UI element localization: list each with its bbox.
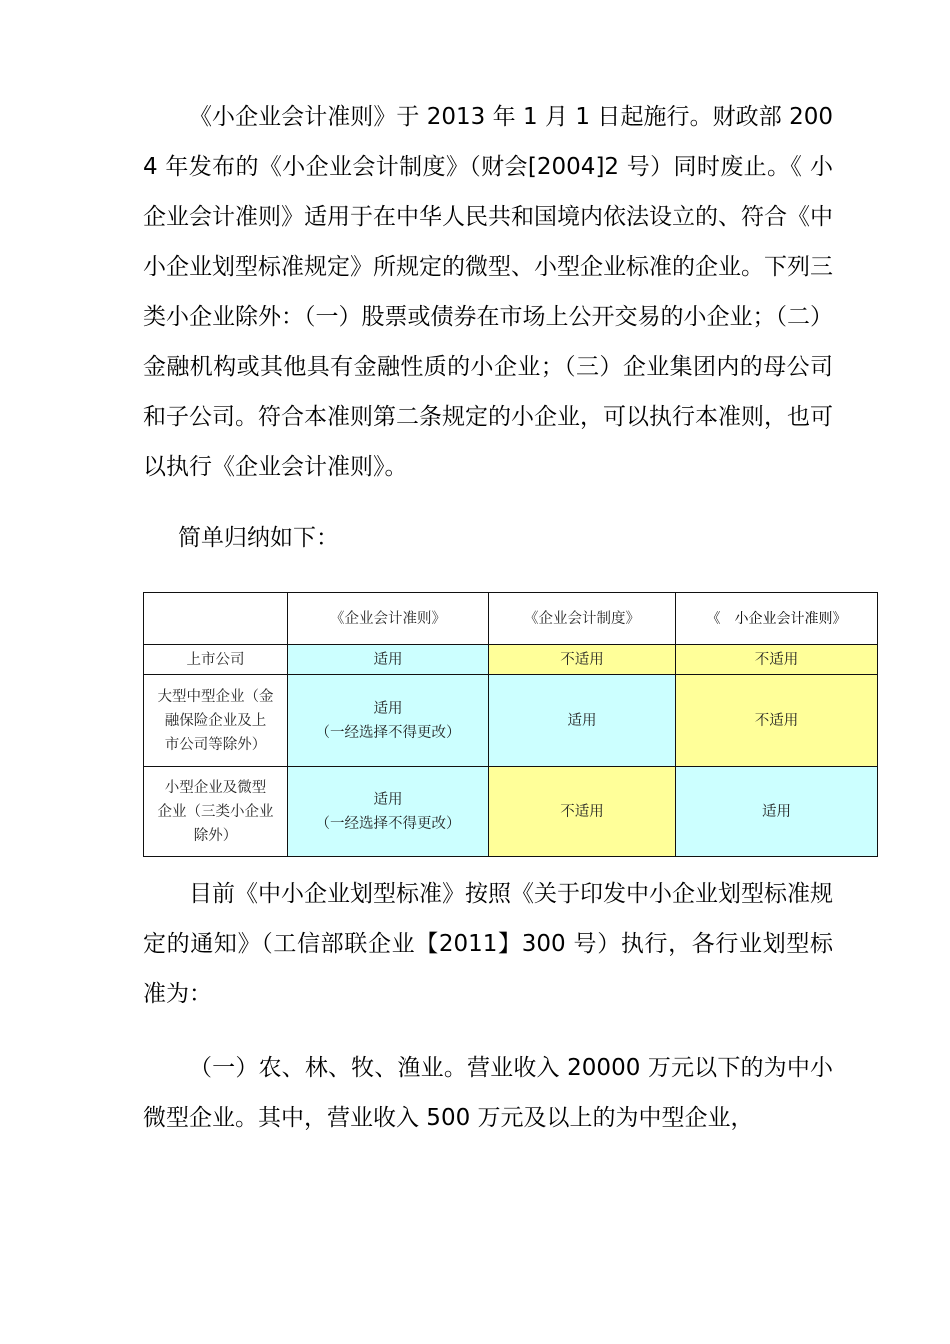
intro-paragraph: 《小企业会计准则》于 2013 年 1 月 1 日起施行。财政部 2004 年发布的《小企业会计制度》（财会[2004]2 号）同时废止。《 小企业会计准则》适用于在中华人民共和国境内依法设立的、符合《中小企业划型标准规定》所规定的微型、小型企业标准的企业。下列三类小企业除外：（一）股票或债券在市场上公开交易的小企业；（二）金融机构或其他具有金融性质的小企业；（三）企业集团内的母公司和子公司。符合本准则第二条规定的小企业，可以执行本准则，也可以执行《企业会计准则》。 [143,104,833,480]
classification-standard-paragraph: 目前《中小企业划型标准》按照《关于印发中小企业划型标准规定的通知》（工信部联企业【2011】300 号）执行，各行业划型标准为： [143,881,833,1007]
table-cell: 适用 [288,645,489,675]
header-cell-small-enterprise-standards: 《 小企业会计准则》 [676,593,878,645]
table-cell: 不适用 [676,675,878,767]
table-cell: 不适用 [676,645,878,675]
header-cell-enterprise-system: 《企业会计制度》 [489,593,676,645]
table-row [144,675,878,767]
table-row [144,645,878,675]
row-label: 上市公司 [144,645,288,675]
table-cell: 不适用 [489,767,676,857]
summary-lead: 简单归纳如下： [178,525,339,551]
standards-comparison-table [143,592,878,857]
table-cell: 适用 [489,675,676,767]
table-cell: 适用 [676,767,878,857]
row-label: 小型企业及微型 企业（三类小企业 除外） [144,767,288,857]
table-cell: 适用 （一经选择不得更改） [288,767,489,857]
header-cell-enterprise-standards: 《企业会计准则》 [288,593,489,645]
agriculture-criteria-paragraph: （一）农、林、牧、渔业。营业收入 20000 万元以下的为中小微型企业。其中，营业收入 500 万元及以上的为中型企业， [143,1055,833,1131]
row-label: 大型中型企业（金 融保险企业及上 市公司等除外） [144,675,288,767]
table-cell: 适用 （一经选择不得更改） [288,675,489,767]
header-cell-empty [144,593,288,645]
table-cell: 不适用 [489,645,676,675]
table-row [144,767,878,857]
table-header-row [144,593,878,645]
